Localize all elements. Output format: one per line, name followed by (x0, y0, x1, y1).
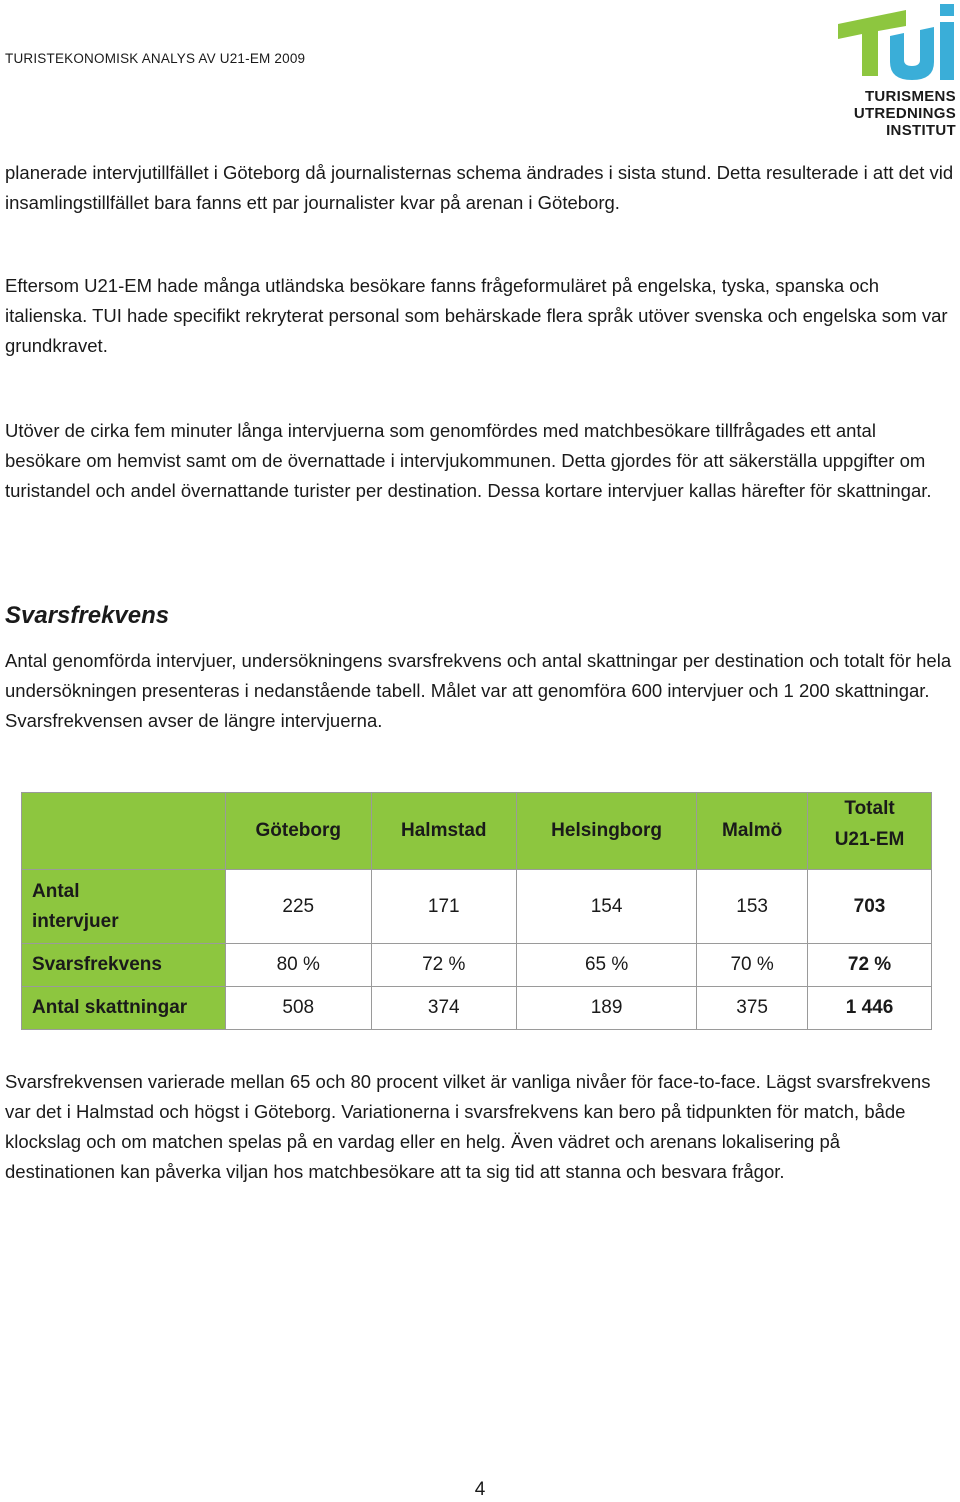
closing-paragraph: Svarsfrekvensen varierade mellan 65 och 80 procent vilket är vanliga nivåer för face-to-face. Lägst svarsfrekvens var det i Halmstad och högst i Göteborg. Variationerna i svarsfrekvens kan bero på tidpunkten för match, både klockslag och om matchen spelas på en vardag eller en helg. Även vädret och arenans lokalisering på destinationen kan påverka viljan hos matchbesökare att ta sig tid att stanna och besvara frågor. (5, 1071, 931, 1182)
table-cell: 72 % (371, 944, 517, 987)
table-cell: 375 (697, 987, 808, 1030)
column-header: Halmstad (371, 793, 517, 870)
row-label-line-2: intervjuer (32, 910, 119, 932)
table-cell: 189 (517, 987, 697, 1030)
row-label: Svarsfrekvens (22, 944, 226, 987)
tui-logo-mark-icon (832, 2, 958, 86)
logo-text-line-1: TURISMENS (864, 88, 956, 105)
row-label (22, 870, 226, 944)
logo-text-line-2: UTREDNINGS (853, 105, 956, 122)
row-label-line-1: Antal (32, 880, 80, 902)
table-cell: 65 % (517, 944, 697, 987)
section-heading: Svarsfrekvens (5, 602, 170, 629)
logo-text-line-3: INSTITUT (886, 122, 956, 139)
total-header-line-1: Totalt (844, 798, 895, 819)
page-number: 4 (474, 1479, 486, 1500)
table-cell: 154 (517, 870, 697, 944)
table-cell-total: 703 (808, 870, 932, 944)
table-cell: 508 (226, 987, 372, 1030)
table-cell: 153 (697, 870, 808, 944)
running-header: TURISTEKONOMISK ANALYS AV U21-EM 2009 (5, 51, 306, 66)
table-cell: 225 (226, 870, 372, 944)
column-header: Malmö (697, 793, 808, 870)
table-row (22, 944, 932, 987)
table-cell: 80 % (226, 944, 372, 987)
column-header-total (808, 793, 932, 870)
table-corner-cell (22, 793, 226, 870)
table-cell-total: 72 % (808, 944, 932, 987)
section-intro: Antal genomförda intervjuer, undersökningens svarsfrekvens och antal skattningar per destination och totalt för hela undersökningen presenteras i nedanstående tabell. Målet var att genomföra 600 intervjuer och 1 200 skattningar. Svarsfrekvensen avser de längre intervjuerna. (5, 650, 952, 731)
table-row (22, 987, 932, 1030)
paragraph-1: planerade intervjutillfället i Göteborg då journalisternas schema ändrades i sista stund. Detta resulterade i att det vid insamlingstillfället bara fanns ett par journalister kvar på arenan i Göteborg. (5, 162, 954, 213)
column-header: Göteborg (226, 793, 372, 870)
table-cell: 70 % (697, 944, 808, 987)
table-cell-total: 1 446 (808, 987, 932, 1030)
table-header-row (22, 793, 932, 870)
response-rate-table (21, 792, 932, 1030)
table-row (22, 870, 932, 944)
paragraph-3: Utöver de cirka fem minuter långa intervjuerna som genomfördes med matchbesökare tillfrågades ett antal besökare om hemvist samt om de övernattade i intervjukommunen. Detta gjordes för att säkerställa uppgifter om turistandel och andel övernattande turister per destination. Dessa kortare intervjuer kallas härefter för skattningar. (5, 420, 932, 501)
table-cell: 374 (371, 987, 517, 1030)
column-header: Helsingborg (517, 793, 697, 870)
paragraph-2: Eftersom U21-EM hade många utländska besökare fanns frågeformuläret på engelska, tyska, spanska och italienska. TUI hade specifikt rekryterat personal som behärskade flera språk utöver svenska och engelska som var grundkravet. (5, 275, 948, 356)
table-cell: 171 (371, 870, 517, 944)
tui-logo (832, 2, 958, 139)
row-label: Antal skattningar (22, 987, 226, 1030)
logo-text (832, 88, 956, 139)
total-header-line-2: U21-EM (834, 829, 905, 850)
